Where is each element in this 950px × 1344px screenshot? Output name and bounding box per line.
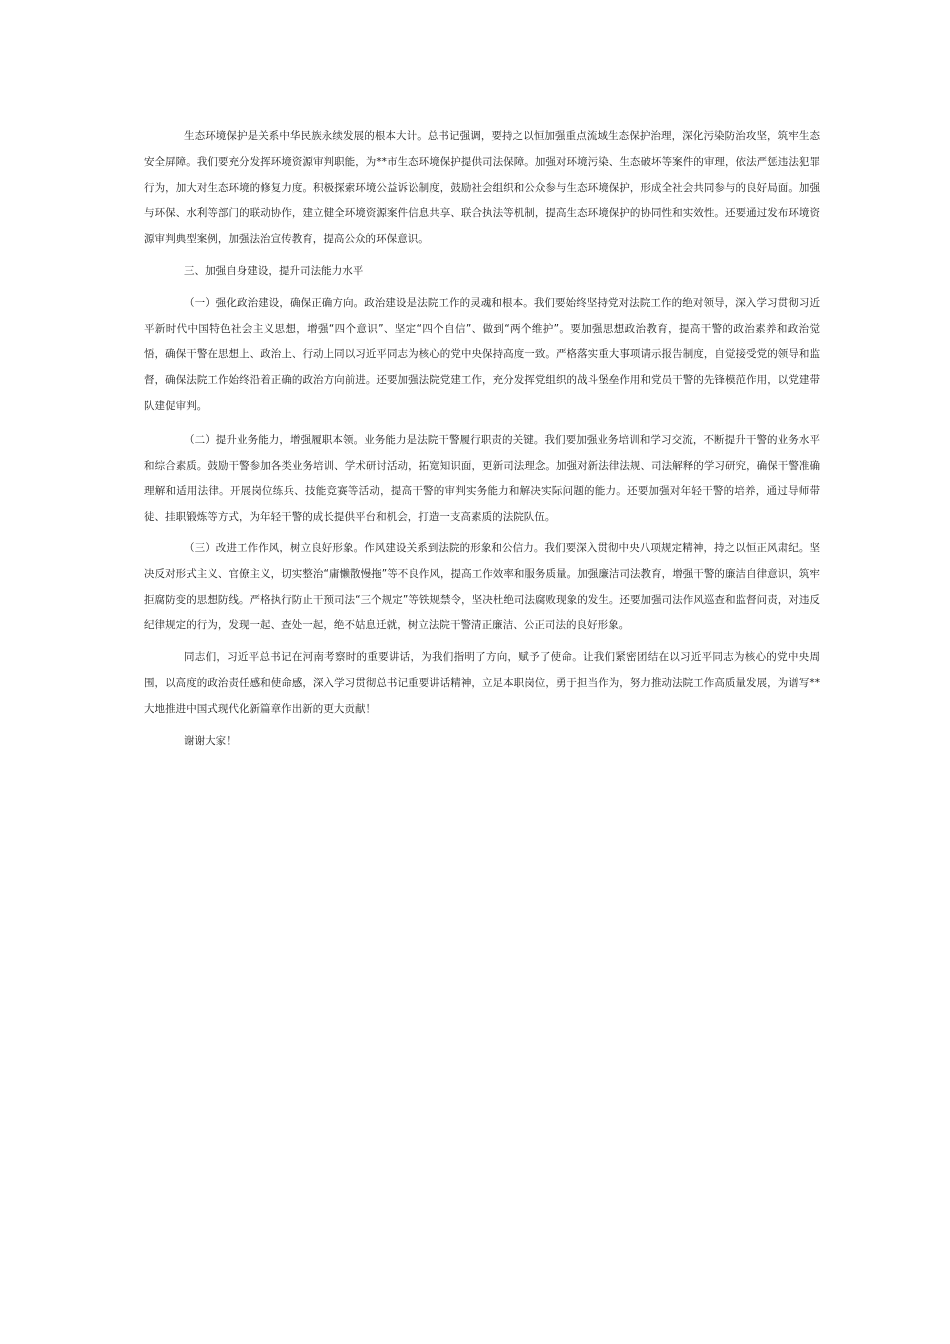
paragraph-business-ability: （二）提升业务能力，增强履职本领。业务能力是法院干警履行职责的关键。我们要加强业务培训和学习交流，不断提升干警的业务水平和综合素质。鼓励干警参加各类业务培训、学术研讨活动，拓宽知识面，更新司法理念。加强对新法律法规、司法解释的学习研究，确保干警准确理解和适用法律。开展岗位练兵、技能竞赛等活动，提高干警的审判实务能力和解决实际问题的能力。还要加强对年轻干警的培养，通过导师带徒、挂职锻炼等方式，为年轻干警的成长提供平台和机会，打造一支高素质的法院队伍。 (144, 433, 820, 524)
paragraph-thanks: 谢谢大家！ (184, 734, 237, 747)
paragraph-ecological-protection: 生态环境保护是关系中华民族永续发展的根本大计。总书记强调，要持之以恒加强重点流域生态保护治理，深化污染防治攻坚，筑牢生态安全屏障。我们要充分发挥环境资源审判职能，为**市生态环境保护提供司法保障。加强对环境污染、生态破坏等案件的审理，依法严惩违法犯罪行为，加大对生态环境的修复力度。积极探索环境公益诉讼制度，鼓励社会组织和公众参与生态环境保护，形成全社会共同参与的良好局面。加强与环保、水利等部门的联动协作，建立健全环境资源案件信息共享、联合执法等机制，提高生态环境保护的协同性和实效性。还要通过发布环境资源审判典型案例，加强法治宣传教育，提高公众的环保意识。 (144, 130, 820, 246)
paragraph-work-style: （三）改进工作作风，树立良好形象。作风建设关系到法院的形象和公信力。我们要深入贯彻中央八项规定精神，持之以恒正风肃纪。坚决反对形式主义、官僚主义，切实整治“庸懒散慢拖”等不良作风，提高工作效率和服务质量。加强廉洁司法教育，增强干警的廉洁自律意识，筑牢拒腐防变的思想防线。严格执行防止干预司法“三个规定”等铁规禁令，坚决杜绝司法腐败现象的发生。还要加强司法作风巡查和监督问责，对违反纪律规定的行为，发现一起、查处一起，绝不姑息迁就，树立法院干警清正廉洁、公正司法的良好形象。 (144, 541, 820, 632)
section-heading-self-building: 三、加强自身建设，提升司法能力水平 (184, 264, 364, 277)
paragraph-closing-remarks: 同志们，习近平总书记在河南考察时的重要讲话，为我们指明了方向，赋予了使命。让我们紧密团结在以习近平同志为核心的党中央周围，以高度的政治责任感和使命感，深入学习贯彻总书记重要讲话精神，立足本职岗位，勇于担当作为，努力推动法院工作高质量发展，为谱写**大地推进中国式现代化新篇章作出新的更大贡献！ (144, 651, 820, 715)
document-body (144, 124, 820, 754)
paragraph-political-building: （一）强化政治建设，确保正确方向。政治建设是法院工作的灵魂和根本。我们要始终坚持党对法院工作的绝对领导，深入学习贯彻习近平新时代中国特色社会主义思想，增强“四个意识”、坚定“四个自信”、做到“两个维护”。要加强思想政治教育，提高干警的政治素养和政治觉悟，确保干警在思想上、政治上、行动上同以习近平同志为核心的党中央保持高度一致。严格落实重大事项请示报告制度，自觉接受党的领导和监督，确保法院工作始终沿着正确的政治方向前进。还要加强法院党建工作，充分发挥党组织的战斗堡垒作用和党员干警的先锋模范作用，以党建带队建促审判。 (144, 296, 820, 412)
